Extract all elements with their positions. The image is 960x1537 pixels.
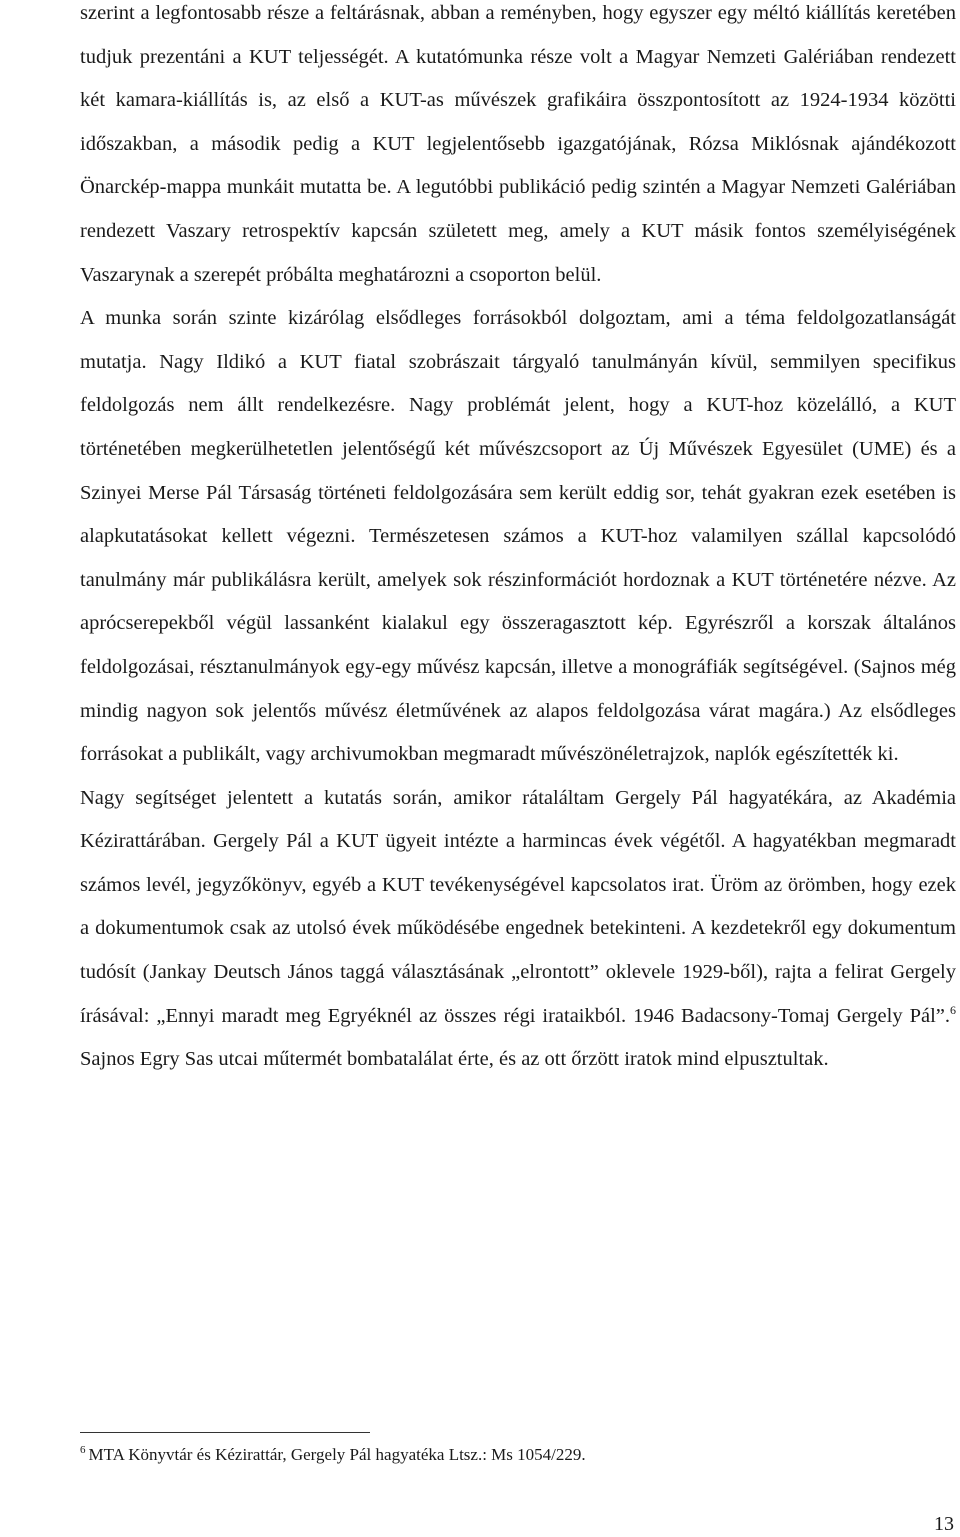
footnote-number: 6 [80, 1444, 86, 1457]
document-page [80, 0, 956, 1537]
paragraph-3-text-after-ref: Sajnos Egry Sas utcai műtermét bombatalálat érte, és az ott őrzött iratok mind elpusztultak. [80, 1048, 829, 1071]
footnote [80, 1442, 956, 1468]
paragraph-3 [80, 777, 956, 1082]
footnote-divider [80, 1432, 370, 1433]
paragraph-3-text-before-ref: Nagy segítséget jelentett a kutatás során, amikor rátaláltam Gergely Pál hagyatékára, az Akadémia Kézirattárában. Gergely Pál a KUT ügyeit intézte a harmincas évek végétől. A hagyatékban megmaradt számos levél, jegyzőkönyv, egyéb a KUT tevékenységével kapcsolatos irat. Üröm az örömben, hogy ezek a dokumentumok csak az utolsó évek működésébe engednek betekinteni. A kezdetekről egy dokumentum tudósít (Jankay Deutsch János taggá választásának „elrontott” oklevele 1929-ből), rajta a felirat Gergely írásával: „Ennyi maradt meg Egryéknél az összes régi irataikból. 1946 Badacsony-Tomaj Gergely Pál”. [80, 786, 956, 1027]
body-text [80, 0, 956, 1082]
page-number: 13 [934, 1513, 954, 1535]
footnote-reference[interactable]: 6 [950, 1002, 956, 1017]
paragraph-2: A munka során szinte kizárólag elsődleges forrásokból dolgoztam, ami a téma feldolgozatlanságát mutatja. Nagy Ildikó a KUT fiatal szobrászait tárgyaló tanulmányán kívül, semmilyen specifikus feldolgozás nem állt rendelkezésre. Nagy problémát jelent, hogy a KUT-hoz közelálló, a KUT történetében megkerülhetetlen jelentőségű két művészcsoport az Új Művészek Egyesület (UME) és a Szinyei Merse Pál Társaság történeti feldolgozására sem került eddig sor, tehát gyakran ezek esetében is alapkutatásokat kellett végezni. Természetesen számos a KUT-hoz valamilyen szállal kapcsolódó tanulmány már publikálásra került, amelyek sok részinformációt hordoznak a KUT történetére nézve. Az aprócserepekből végül lassanként kialakul egy összeragasztott kép. Egyrészről a korszak általános feldolgozásai, résztanulmányok egy-egy művész kapcsán, illetve a monográfiák segítségével. (Sajnos még mindig nagyon sok jelentős művész életművének az alapos feldolgozása várat magára.) Az elsődleges forrásokat a publikált, vagy archivumokban megmaradt művészönéletrajzok, naplók egészítették ki. [80, 307, 956, 766]
footnote-text: MTA Könyvtár és Kézirattár, Gergely Pál hagyatéka Ltsz.: Ms 1054/229. [88, 1445, 586, 1464]
paragraph-1: szerint a legfontosabb része a feltárásnak, abban a reményben, hogy egyszer egy méltó kiállítás keretében tudjuk prezentáni a KUT teljességét. A kutatómunka része volt a Magyar Nemzeti Galériában rendezett két kamara-kiállítás is, az első a KUT-as művészek grafikáira összpontosított az 1924-1934 közötti időszakban, a második pedig a KUT legjelentősebb igazgatójának, Rózsa Miklósnak ajándékozott Önarckép-mappa munkáit mutatta be. A legutóbbi publikáció pedig szintén a Magyar Nemzeti Galériában rendezett Vaszary retrospektív kapcsán született meg, amely a KUT másik fontos személyiségének Vaszarynak a szerepét próbálta meghatározni a csoporton belül. [80, 2, 956, 286]
